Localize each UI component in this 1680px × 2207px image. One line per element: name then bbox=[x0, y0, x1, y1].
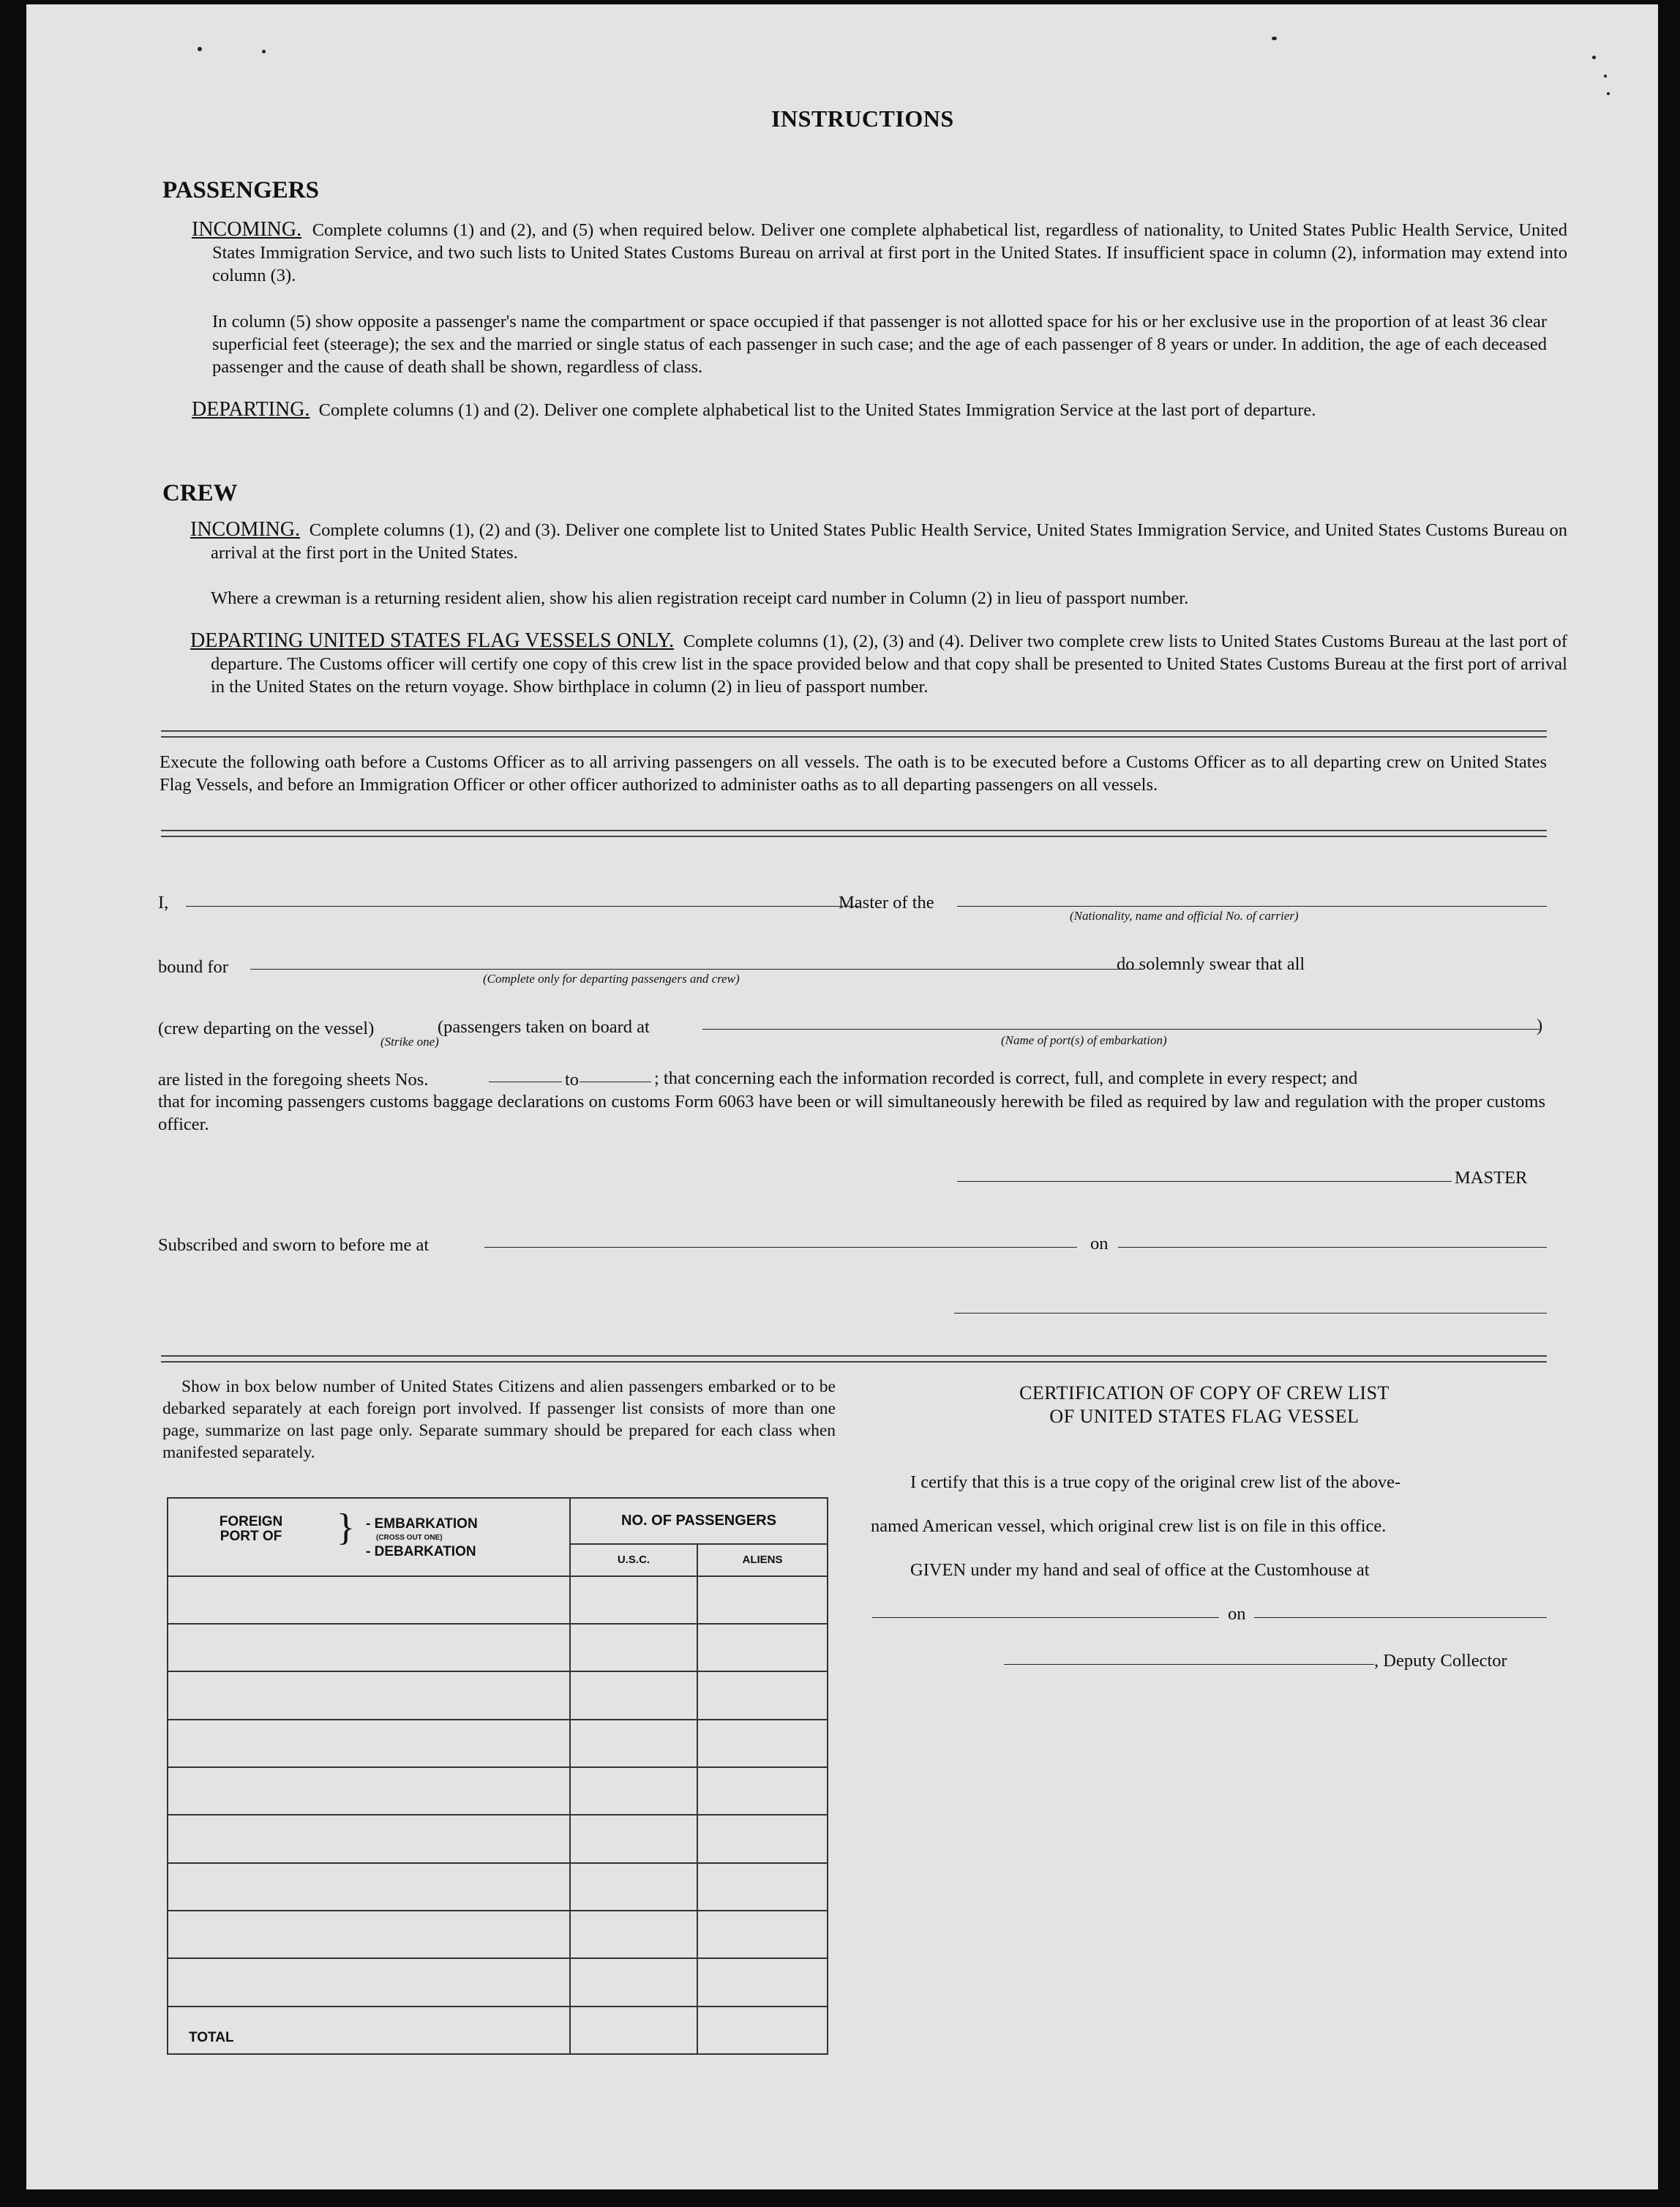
passenger-summary-table bbox=[167, 1497, 828, 2055]
passengers-incoming-paragraph bbox=[192, 218, 1567, 287]
master-signature-field[interactable] bbox=[957, 1181, 1452, 1182]
passengers-departing-text: Complete columns (1) and (2). Deliver one complete alphabetical list to the United States Immigration Service at the last port of departure. bbox=[318, 400, 1316, 420]
bound-for-field[interactable] bbox=[250, 969, 1143, 970]
usc-cell[interactable] bbox=[570, 1815, 697, 1862]
embarkation-ports-field[interactable] bbox=[702, 1029, 1540, 1030]
aliens-cell[interactable] bbox=[697, 1767, 828, 1815]
usc-total-cell[interactable] bbox=[570, 2006, 697, 2054]
port-cell[interactable] bbox=[168, 1720, 570, 1767]
cross-out-hint: (CROSS OUT ONE) bbox=[376, 1534, 443, 1542]
crew-heading: CREW bbox=[162, 480, 238, 506]
usc-cell[interactable] bbox=[570, 1671, 697, 1719]
embarkation-option[interactable]: - EMBARKATION bbox=[366, 1516, 478, 1532]
oath-instructions: Execute the following oath before a Customs Officer as to all arriving passengers on all vessels. The oath is to be executed before a Customs Officer as to all departing crew on United States Flag Vessels, and before an Immigration Officer or other officer authorized to administer oaths as to all departing passengers on all vessels. bbox=[160, 752, 1547, 795]
certification-text-1: I certify that this is a true copy of the original crew list of the above- bbox=[910, 1472, 1401, 1492]
passengers-heading: PASSENGERS bbox=[162, 177, 319, 203]
crew-incoming-paragraph bbox=[190, 518, 1567, 564]
port-cell[interactable] bbox=[168, 1576, 570, 1624]
brace-icon: } bbox=[337, 1507, 355, 1548]
divider bbox=[161, 830, 1547, 837]
swear-text: do solemnly swear that all bbox=[1117, 954, 1305, 974]
scan-speck bbox=[262, 50, 266, 53]
subscribed-place-field[interactable] bbox=[484, 1247, 1077, 1248]
scan-speck bbox=[1607, 92, 1610, 95]
customhouse-field[interactable] bbox=[872, 1617, 1219, 1618]
subscribed-label: Subscribed and sworn to before me at bbox=[158, 1235, 430, 1255]
usc-cell[interactable] bbox=[570, 1958, 697, 2006]
crew-departing-text: Complete columns (1), (2), (3) and (4). Deliver two complete crew lists to United States Customs Bureau at the last port of departure. The Customs officer will certify one copy of this crew list in the space provided below and that copy shall be presented to United States Customs Bureau at the first port of arrival in the United States on the return voyage. Show birthplace in column (2) in lieu of passport number. bbox=[211, 632, 1567, 697]
master-label: MASTER bbox=[1455, 1168, 1528, 1188]
form-page bbox=[26, 4, 1658, 2189]
master-name-field[interactable] bbox=[186, 906, 859, 907]
certification-date-field[interactable] bbox=[1254, 1617, 1547, 1618]
aliens-cell[interactable] bbox=[697, 1958, 828, 2006]
scan-speck bbox=[198, 47, 202, 51]
oath-i: I, bbox=[158, 893, 169, 913]
listed-to: to bbox=[565, 1070, 580, 1090]
crew-incoming-text: Complete columns (1), (2) and (3). Deliver one complete list to United States Public Health Service, United States Immigration Service, and United States Customs Bureau on arrival at the first port in the United States. bbox=[211, 520, 1567, 563]
passengers-departing-paragraph bbox=[192, 398, 1567, 421]
crew-departing-label: DEPARTING UNITED STATES FLAG VESSELS ONLY. bbox=[190, 629, 675, 652]
port-cell[interactable] bbox=[168, 1671, 570, 1719]
scan-speck bbox=[1592, 56, 1596, 59]
port-cell[interactable] bbox=[168, 1863, 570, 1911]
subscribed-date-field[interactable] bbox=[1118, 1247, 1547, 1248]
aliens-cell[interactable] bbox=[697, 1720, 828, 1767]
aliens-cell[interactable] bbox=[697, 1815, 828, 1862]
crew-incoming-label: INCOMING. bbox=[190, 518, 301, 541]
port-cell[interactable] bbox=[168, 1911, 570, 1958]
officer-signature-field[interactable] bbox=[954, 1313, 1547, 1314]
listed-text-c: that for incoming passengers customs baggage declarations on customs Form 6063 have been or will simultaneously herewith be filed as required by law and regulation with the proper customs officer. bbox=[158, 1092, 1545, 1134]
ports-hint: (Name of port(s) of embarkation) bbox=[1001, 1033, 1167, 1047]
foreign-port-label: FOREIGN PORT OF bbox=[219, 1514, 283, 1544]
passengers-taken-option[interactable]: (passengers taken on board at bbox=[438, 1017, 650, 1037]
divider bbox=[161, 1355, 1547, 1363]
usc-header: U.S.C. bbox=[570, 1544, 697, 1576]
crew-departing-option[interactable]: (crew departing on the vessel) bbox=[158, 1019, 375, 1038]
port-cell[interactable] bbox=[168, 1958, 570, 2006]
passengers-departing-label: DEPARTING. bbox=[192, 398, 310, 421]
certification-title bbox=[875, 1382, 1534, 1428]
page-title: INSTRUCTIONS bbox=[771, 105, 954, 132]
aliens-cell[interactable] bbox=[697, 1671, 828, 1719]
bound-for-label: bound for bbox=[158, 957, 228, 977]
aliens-total-cell[interactable] bbox=[697, 2006, 828, 2054]
passengers-incoming-label: INCOMING. bbox=[192, 218, 302, 241]
port-cell[interactable] bbox=[168, 1767, 570, 1815]
usc-cell[interactable] bbox=[570, 1863, 697, 1911]
usc-cell[interactable] bbox=[570, 1720, 697, 1767]
passengers-column5-paragraph: In column (5) show opposite a passenger's name the compartment or space occupied if that passenger is not allotted space for his or her exclusive use in the proportion of at least 36 clear superficial feet (steerage); the sex and the married or single status of each passenger in such case; and the age of each passenger of 8 years or under. In addition, the age of each deceased passenger and the cause of death shall be shown, regardless of class. bbox=[212, 312, 1547, 377]
scan-speck bbox=[1272, 37, 1277, 40]
certification-text-2: named American vessel, which original crew list is on file in this office. bbox=[871, 1516, 1387, 1536]
certification-on: on bbox=[1228, 1604, 1246, 1624]
strike-one-hint: (Strike one) bbox=[380, 1035, 439, 1049]
vessel-name-field[interactable] bbox=[957, 906, 1547, 907]
usc-cell[interactable] bbox=[570, 1576, 697, 1624]
no-of-passengers-header: NO. OF PASSENGERS bbox=[570, 1498, 828, 1544]
listed-text-a: are listed in the foregoing sheets Nos. bbox=[158, 1070, 429, 1090]
port-cell[interactable] bbox=[168, 1815, 570, 1862]
scan-speck bbox=[1604, 75, 1607, 78]
usc-cell[interactable] bbox=[570, 1767, 697, 1815]
master-of-the-label: Master of the bbox=[839, 893, 934, 913]
close-paren: ) bbox=[1537, 1016, 1543, 1035]
nationality-hint: (Nationality, name and official No. of carrier) bbox=[1070, 909, 1299, 923]
deputy-collector-signature-field[interactable] bbox=[1004, 1664, 1374, 1665]
certification-title-line2: OF UNITED STATES FLAG VESSEL bbox=[1049, 1406, 1360, 1427]
aliens-cell[interactable] bbox=[697, 1624, 828, 1671]
subscribed-on: on bbox=[1090, 1234, 1109, 1254]
port-cell[interactable] bbox=[168, 1624, 570, 1671]
debarkation-option[interactable]: - DEBARKATION bbox=[366, 1544, 476, 1559]
divider bbox=[161, 730, 1547, 738]
aliens-cell[interactable] bbox=[697, 1863, 828, 1911]
aliens-cell[interactable] bbox=[697, 1911, 828, 1958]
crew-resident-paragraph: Where a crewman is a returning resident alien, show his alien registration receipt card number in Column (2) in lieu of passport number. bbox=[211, 588, 1189, 608]
certification-title-line1: CERTIFICATION OF COPY OF CREW LIST bbox=[1019, 1382, 1390, 1404]
summary-instructions: Show in box below number of United States Citizens and alien passengers embarked or to be debarked separately at each foreign port involved. If passenger list consists of more than one page, summarize on last page only. Separate summary should be prepared for each class when manifested separately. bbox=[162, 1377, 836, 1462]
usc-cell[interactable] bbox=[570, 1624, 697, 1671]
deputy-collector-label: , Deputy Collector bbox=[1374, 1651, 1507, 1671]
total-label: TOTAL bbox=[168, 2006, 570, 2054]
usc-cell[interactable] bbox=[570, 1911, 697, 1958]
certification-text-3: GIVEN under my hand and seal of office at the Customhouse at bbox=[910, 1560, 1370, 1580]
port-header-cell bbox=[168, 1498, 570, 1576]
aliens-cell[interactable] bbox=[697, 1576, 828, 1624]
aliens-header: ALIENS bbox=[697, 1544, 828, 1576]
crew-departing-paragraph bbox=[190, 629, 1567, 698]
passengers-incoming-text: Complete columns (1) and (2), and (5) when required below. Deliver one complete alphabetical list, regardless of nationality, to United States Public Health Service, United States Immigration Service, and two such lists to United States Customs Bureau on arrival at first port in the United States. If insufficient space in column (2), information may extend into column (3). bbox=[212, 220, 1568, 285]
listed-text-b: ; that concerning each the information recorded is correct, full, and complete in every respect; and bbox=[654, 1068, 1358, 1088]
bound-for-hint: (Complete only for departing passengers and crew) bbox=[483, 972, 740, 986]
